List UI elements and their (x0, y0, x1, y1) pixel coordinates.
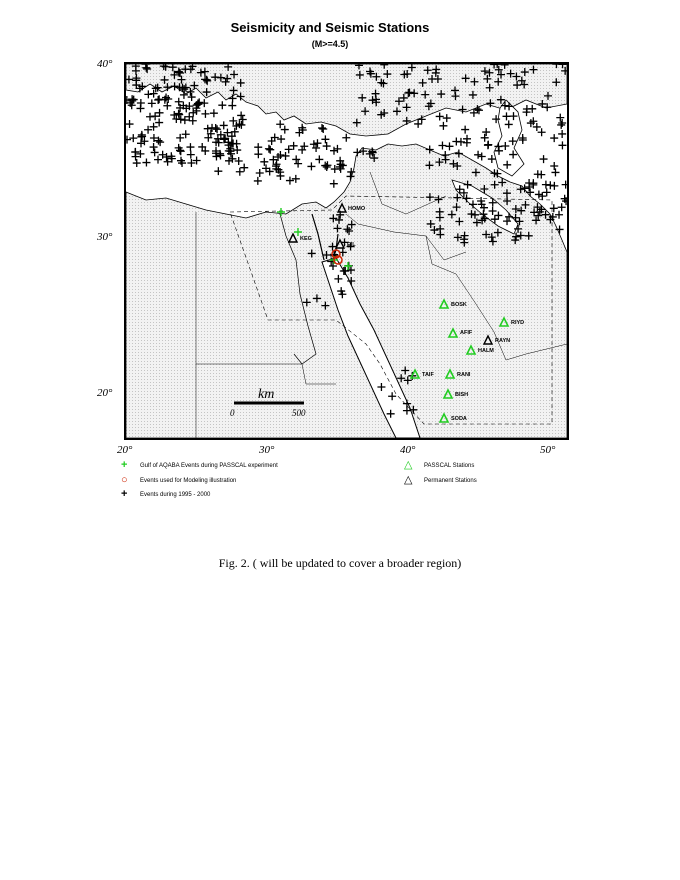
station-label-bish: BISH (455, 392, 469, 398)
lon-label-20: 20° (117, 444, 133, 456)
lon-label-40: 40° (400, 444, 416, 456)
legend-permanent-stations: Permanent Stations (424, 478, 477, 484)
station-label-homo: HOMO (348, 206, 366, 212)
legend-gulf-events: Gulf of AQABA Events during PASSCAL experiment (140, 463, 278, 469)
map-svg (126, 64, 567, 438)
map-subtitle: (M>=4.5) (311, 39, 349, 49)
scale-unit: km (258, 387, 275, 402)
figure-caption: Fig. 2. ( will be updated to cover a broader region) (218, 556, 462, 570)
map-title: Seismicity and Seismic Stations (230, 20, 430, 35)
passcal-station-symbol: △ (404, 459, 413, 471)
event-period-symbol: + (121, 488, 128, 500)
station-label-eil: EIL (347, 242, 356, 248)
lat-label-40: 40° (97, 58, 113, 70)
legend-events-period: Events during 1995 - 2000 (140, 492, 211, 498)
station-label-riyd: RIYD (511, 320, 525, 326)
map-panel (124, 62, 569, 440)
permanent-station-symbol: △ (404, 474, 413, 486)
legend-modeling-events: Events used for Modeling illustration (140, 478, 237, 484)
scale-end: 500 (292, 408, 306, 418)
lat-label-20: 20° (97, 387, 113, 399)
lon-label-30: 30° (259, 444, 275, 456)
modeling-event-symbol: ○ (121, 474, 128, 486)
lat-label-30: 30° (97, 231, 113, 243)
station-label-keg: KEG (300, 236, 312, 242)
gulf-event-symbol: + (121, 459, 128, 471)
scale-start: 0 (230, 408, 235, 418)
station-label-rayn: RAYN (495, 338, 511, 344)
lon-label-50: 50° (540, 444, 556, 456)
station-label-soda: SODA (451, 416, 467, 422)
station-label-afif: AFIF (460, 330, 473, 336)
station-label-rani: RANI (457, 372, 471, 378)
station-label-bosk: BOSK (451, 302, 467, 308)
legend-passcal-stations: PASSCAL Stations (424, 463, 475, 469)
station-label-halm: HALM (478, 348, 494, 354)
station-label-taif: TAIF (422, 372, 434, 378)
